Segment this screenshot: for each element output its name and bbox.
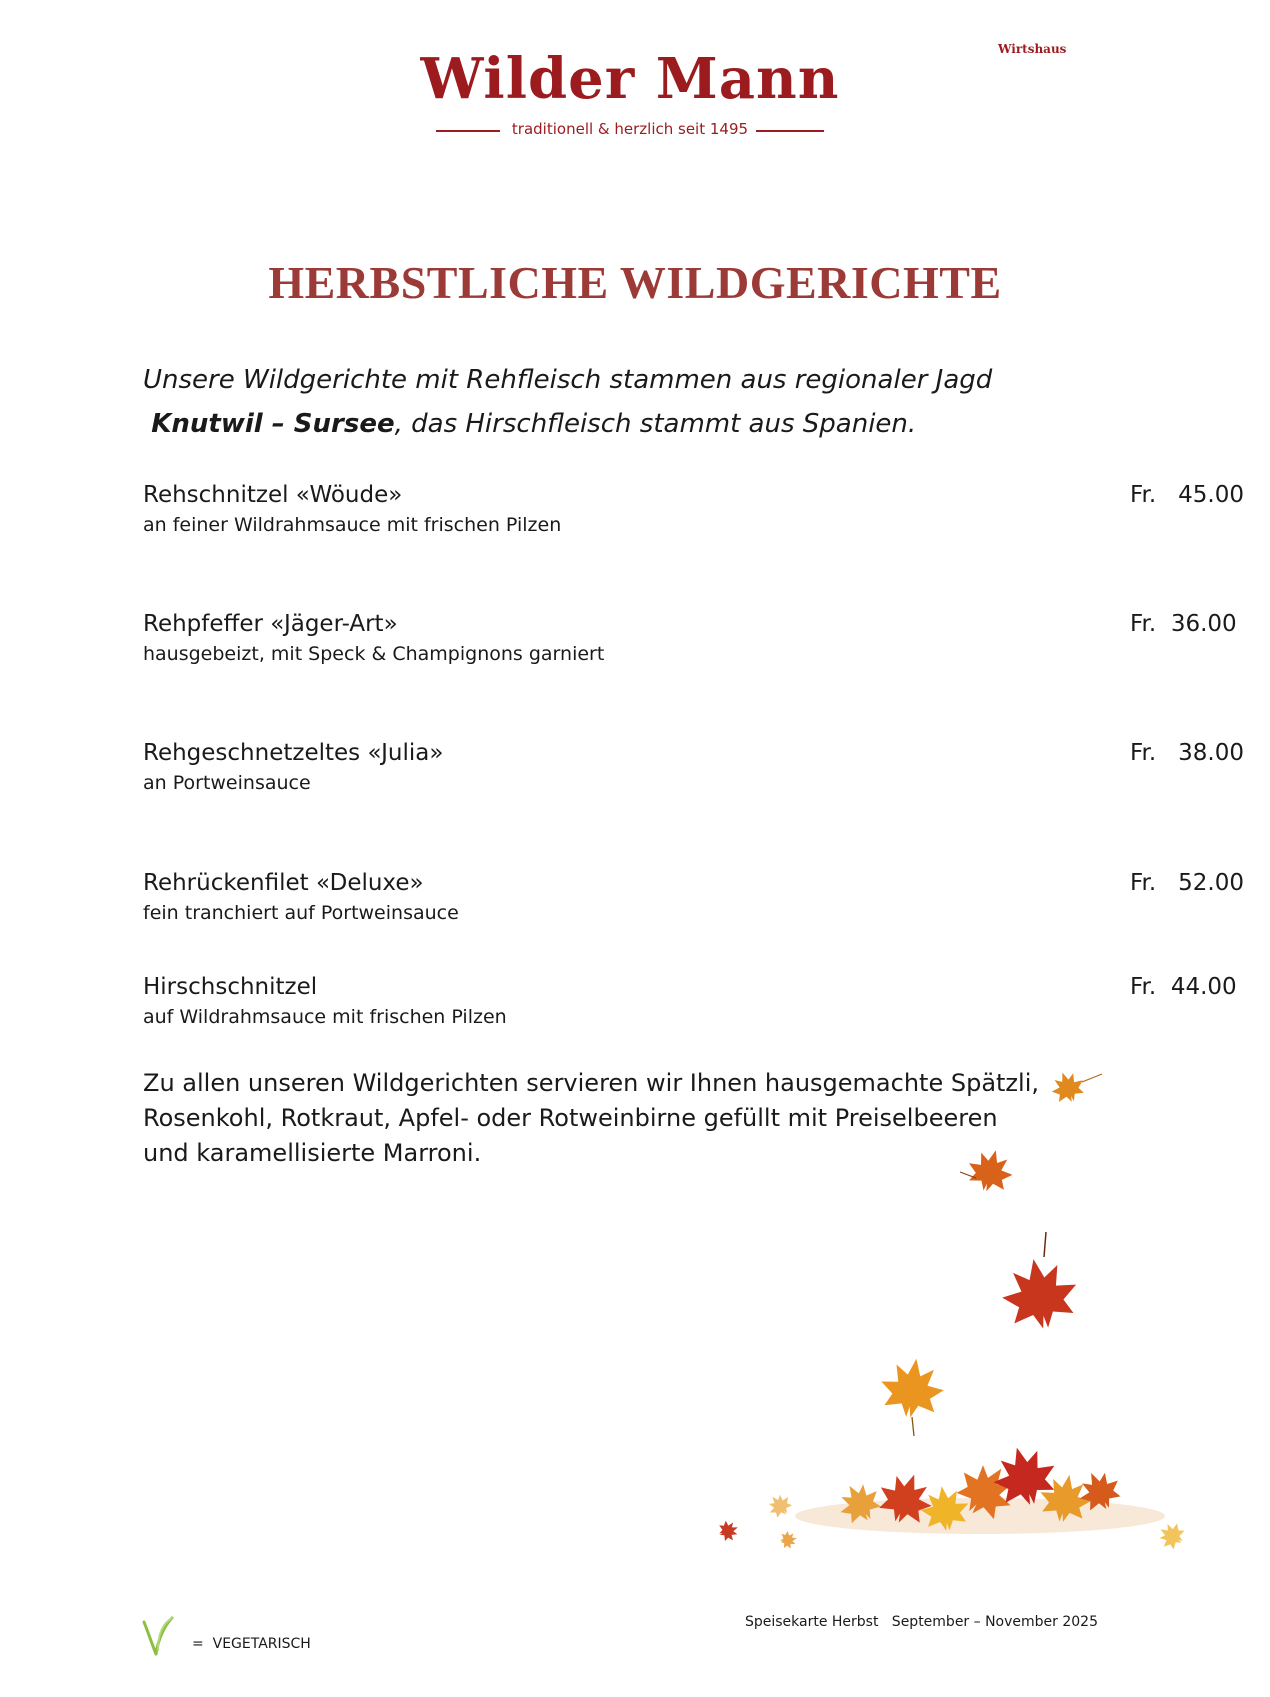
logo-subtitle: Wirtshaus [998, 42, 1067, 56]
page-title: HERBSTLICHE WILDGERICHTE [268, 257, 1002, 308]
menu-item [143, 972, 1237, 1032]
item-price: Fr. 52.00 [1130, 870, 1244, 896]
logo-tagline-wrap [420, 120, 840, 138]
restaurant-logo [420, 42, 1067, 142]
item-price: Fr. 44.00 [1130, 974, 1237, 1000]
item-description: an feiner Wildrahmsauce mit frischen Pilzen [143, 514, 562, 536]
menu-item [143, 868, 1244, 928]
vegetarian-leaf-icon [140, 1614, 176, 1658]
item-name: Rehpfeffer «Jäger-Art» [143, 611, 398, 637]
leaf-icon [997, 1253, 1083, 1335]
logo-tagline: traditionell & herzlich seit 1495 [504, 120, 756, 138]
item-price: Fr. 38.00 [1130, 740, 1244, 766]
intro-text [143, 358, 1043, 446]
leaf-icon [1047, 1067, 1089, 1107]
leaf-icon [963, 1144, 1017, 1196]
sides-note: Zu allen unseren Wildgerichten servieren wir Ihnen hausgemachte Spätzli, Rosenkohl, Rotkraut, Apfel- oder Rotweinbirne gefüllt mit Preiselbeeren und karamellisierte Marroni. [143, 1069, 1039, 1167]
menu-item [143, 738, 1244, 798]
leaf-pile [716, 1439, 1189, 1553]
menu-item [143, 480, 1244, 540]
item-description: hausgebeizt, mit Speck & Champignons garniert [143, 643, 605, 665]
item-description: auf Wildrahmsauce mit frischen Pilzen [143, 1006, 507, 1028]
vegetarian-legend: = VEGETARISCH [192, 1636, 311, 1652]
intro-line-2: , das Hirschfleisch stammt aus Spanien. [394, 409, 917, 439]
intro-line-1: Unsere Wildgerichte mit Rehfleisch stammen aus regionaler Jagd [143, 365, 993, 395]
item-name: Rehschnitzel «Wöude» [143, 482, 403, 508]
menu-season-info: Speisekarte Herbst September – November 2025 [744, 1614, 1098, 1630]
item-name: Rehrückenfilet «Deluxe» [143, 870, 424, 896]
logo-name: Wilder Mann [420, 46, 840, 112]
item-price: Fr. 36.00 [1130, 611, 1237, 637]
item-description: an Portweinsauce [143, 772, 311, 794]
intro-region: Knutwil – Sursee [151, 409, 395, 439]
item-name: Hirschschnitzel [143, 974, 318, 1000]
item-price: Fr. 45.00 [1130, 482, 1244, 508]
autumn-leaves-decoration [690, 1060, 1200, 1560]
item-description: fein tranchiert auf Portweinsauce [143, 902, 459, 924]
leaf-icon [877, 1354, 948, 1421]
menu-item [143, 609, 1237, 669]
item-name: Rehgeschnetzeltes «Julia» [143, 740, 444, 766]
